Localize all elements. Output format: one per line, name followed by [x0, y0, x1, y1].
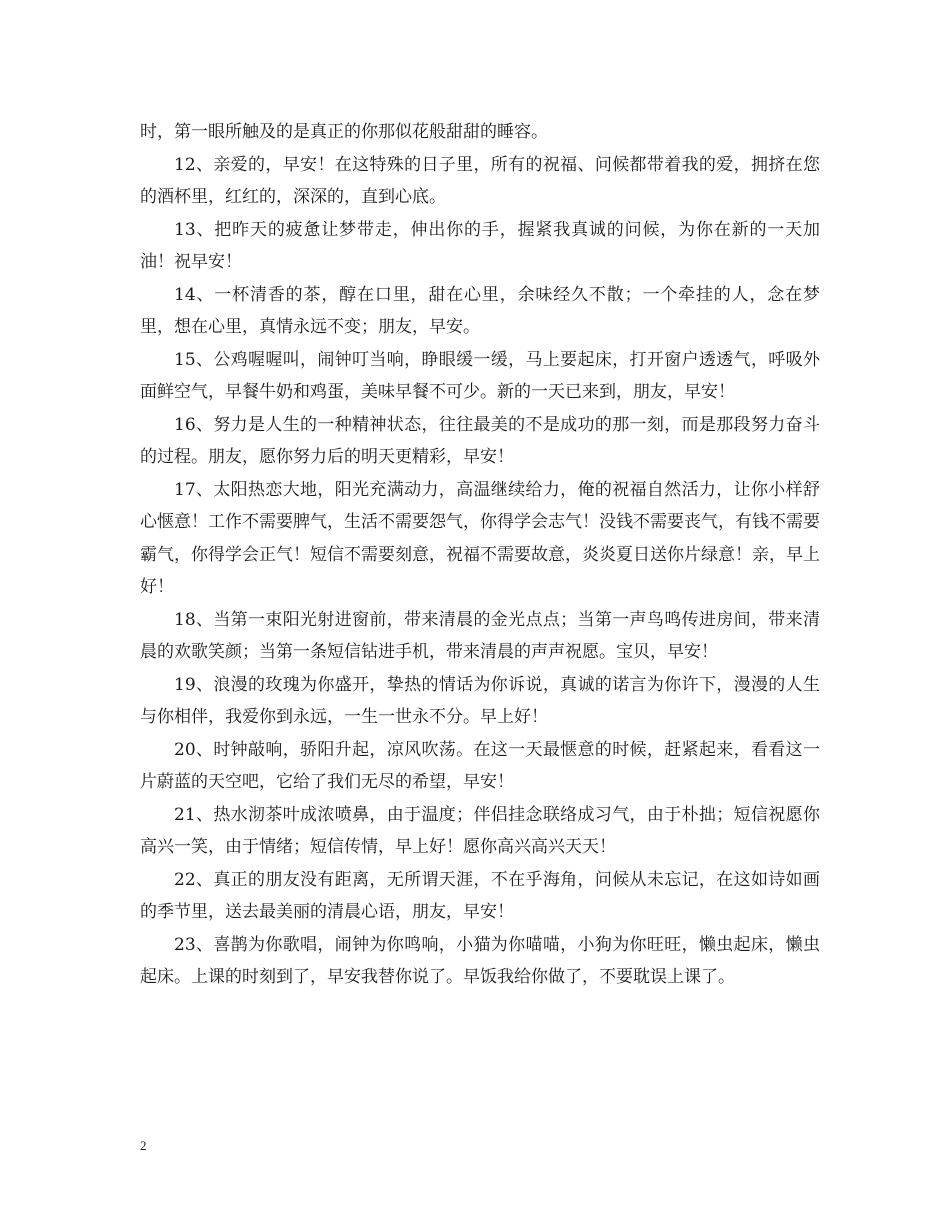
paragraph-12: 12、亲爱的，早安！在这特殊的日子里，所有的祝福、问候都带着我的爱，拥挤在您的酒杯里，红红的，深深的，直到心底。	[140, 154, 820, 207]
paragraph-15: 15、公鸡喔喔叫，闹钟叮当响，睁眼缓一缓，马上要起床，打开窗户透透气，呼吸外面鲜空气，早餐牛奶和鸡蛋，美味早餐不可少。新的一天已来到，朋友，早安！	[140, 349, 820, 402]
paragraph-17: 17、太阳热恋大地，阳光充满动力，高温继续给力，俺的祝福自然活力，让你小样舒心惬意！工作不需要脾气，生活不需要怨气，你得学会志气！没钱不需要丧气，有钱不需要霸气，你得学会正气！短信不需要刻意，祝福不需要故意，炎炎夏日送你片绿意！亲，早上好！	[140, 479, 820, 597]
paragraph-14: 14、一杯清香的茶，醇在口里，甜在心里，余味经久不散；一个牵挂的人，念在梦里，想在心里，真情永远不变；朋友，早安。	[140, 284, 820, 337]
paragraph-continuation: 时，第一眼所触及的是真正的你那似花般甜甜的睡容。	[140, 122, 548, 142]
paragraph-18: 18、当第一束阳光射进窗前，带来清晨的金光点点；当第一声鸟鸣传进房间，带来清晨的欢歌笑颜；当第一条短信钻进手机，带来清晨的声声祝愿。宝贝，早安！	[140, 609, 820, 662]
page-body	[140, 116, 820, 994]
paragraph-20: 20、时钟敲响，骄阳升起，凉风吹荡。在这一天最惬意的时候，赶紧起来，看看这一片蔚蓝的天空吧，它给了我们无尽的希望，早安！	[140, 739, 820, 792]
paragraph-23: 23、喜鹊为你歌唱，闹钟为你鸣响，小猫为你喵喵，小狗为你旺旺，懒虫起床，懒虫起床。上课的时刻到了，早安我替你说了。早饭我给你做了，不要耽误上课了。	[140, 934, 820, 987]
paragraph-22: 22、真正的朋友没有距离，无所谓天涯，不在乎海角，问候从未忘记，在这如诗如画的季节里，送去最美丽的清晨心语，朋友，早安！	[140, 869, 820, 922]
page-number: 2	[140, 1138, 147, 1153]
paragraph-19: 19、浪漫的玫瑰为你盛开，挚热的情话为你诉说，真诚的诺言为你许下，漫漫的人生与你相伴，我爱你到永远，一生一世永不分。早上好！	[140, 674, 820, 727]
paragraph-21: 21、热水沏茶叶成浓喷鼻，由于温度；伴侣挂念联络成习气，由于朴拙；短信祝愿你高兴一笑，由于情绪；短信传情，早上好！愿你高兴高兴天天！	[140, 804, 820, 857]
paragraph-13: 13、把昨天的疲惫让梦带走，伸出你的手，握紧我真诚的问候，为你在新的一天加油！祝早安！	[140, 219, 820, 272]
paragraph-16: 16、努力是人生的一种精神状态，往往最美的不是成功的那一刻，而是那段努力奋斗的过程。朋友，愿你努力后的明天更精彩，早安！	[140, 414, 820, 467]
